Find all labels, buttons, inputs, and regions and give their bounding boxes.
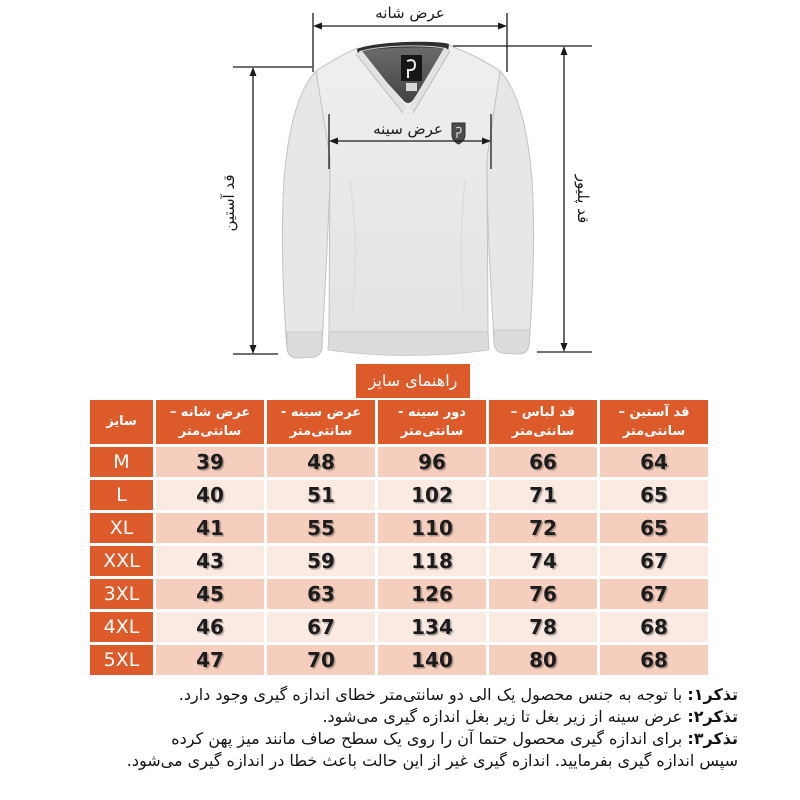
size-cell: L [90,480,153,510]
arrowhead-right-icon [498,23,507,30]
value-cell: 63 [267,579,375,609]
size-table [90,400,708,675]
value-cell: 65 [600,513,708,543]
value-cell: 55 [267,513,375,543]
value-cell: 65 [600,480,708,510]
size-cell: 5XL [90,645,153,675]
col-title: سایز [106,414,137,430]
value-cell: 72 [489,513,597,543]
value-cell: 46 [156,612,264,642]
arrowhead-down-icon [250,345,257,354]
col-header-shoulder-width [156,400,264,444]
value-cell: 47 [156,645,264,675]
pullover-length-label: قد پلیور [574,174,592,224]
sweater-diagram [0,0,800,372]
value-cell: 118 [378,546,486,576]
size-cell: XL [90,513,153,543]
chest-width-label: عرض سینه [373,120,443,138]
value-cell: 51 [267,480,375,510]
col-unit: سانتی‌متر [178,424,242,439]
arrowhead-up-icon [250,67,257,76]
value-cell: 64 [600,447,708,477]
right-cuff [494,330,530,354]
col-unit: سانتی‌متر [511,424,575,439]
value-cell: 67 [600,579,708,609]
value-cell: 67 [600,546,708,576]
value-cell: 96 [378,447,486,477]
value-cell: 40 [156,480,264,510]
value-cell: 102 [378,480,486,510]
value-cell: 66 [489,447,597,477]
value-cell: 45 [156,579,264,609]
value-cell: 70 [267,645,375,675]
value-cell: 140 [378,645,486,675]
col-unit: سانتی‌متر [289,424,353,439]
size-cell: M [90,447,153,477]
note-label: تذکر۲: [687,707,738,726]
shoulder-width-label: عرض شانه [375,4,445,22]
note-label: تذکر۱: [687,685,738,704]
arrowhead-up-icon [561,46,568,55]
col-title: دور سینه - [398,404,466,420]
size-tag [406,83,417,91]
sleeve-length-label: قد آستین [220,174,238,232]
arrowhead-down-icon [561,343,568,352]
value-cell: 43 [156,546,264,576]
value-cell: 76 [489,579,597,609]
col-header-chest-width [267,400,375,444]
note-text: عرض سینه از زیر بغل تا زیر بغل اندازه گیری می‌شود. [322,707,688,726]
col-title: قد آستین – [618,404,690,420]
col-header-size [90,400,153,444]
value-cell: 68 [600,645,708,675]
measurement-notes [0,684,800,772]
col-title: عرض سینه - [280,404,362,420]
col-header-chest-circumference [378,400,486,444]
value-cell: 48 [267,447,375,477]
col-unit: سانتی‌متر [622,424,686,439]
value-cell: 74 [489,546,597,576]
value-cell: 110 [378,513,486,543]
col-unit: سانتی‌متر [400,424,464,439]
value-cell: 134 [378,612,486,642]
size-cell: 3XL [90,579,153,609]
note-3-continued [50,750,738,772]
value-cell: 67 [267,612,375,642]
note-1 [50,684,738,706]
sweater-hem [328,332,489,356]
arrowhead-left-icon [313,23,322,30]
value-cell: 78 [489,612,597,642]
value-cell: 41 [156,513,264,543]
value-cell: 80 [489,645,597,675]
size-guide-title: راهنمای سایز [356,364,470,398]
left-cuff [287,332,322,358]
value-cell: 71 [489,480,597,510]
size-cell: XXL [90,546,153,576]
note-2 [50,706,738,728]
note-label: تذکر۳: [687,729,738,748]
value-cell: 39 [156,447,264,477]
note-text: با توجه به جنس محصول یک الی دو سانتی‌متر خطای اندازه گیری وجود دارد. [178,685,688,704]
col-title: قد لباس – [510,404,576,420]
col-title: عرض شانه – [169,404,251,420]
brand-tag [401,55,422,81]
value-cell: 68 [600,612,708,642]
note-text: برای اندازه گیری محصول حتما آن را روی یک سطح صاف مانند میز پهن کرده [171,729,688,748]
value-cell: 126 [378,579,486,609]
col-header-garment-length [489,400,597,444]
size-cell: 4XL [90,612,153,642]
note-3 [50,728,738,750]
note-text: سپس اندازه گیری بفرمایید. اندازه گیری غیر از این حالت باعث خطا در اندازه گیری می‌شود. [126,751,738,770]
value-cell: 59 [267,546,375,576]
col-header-sleeve-length [600,400,708,444]
